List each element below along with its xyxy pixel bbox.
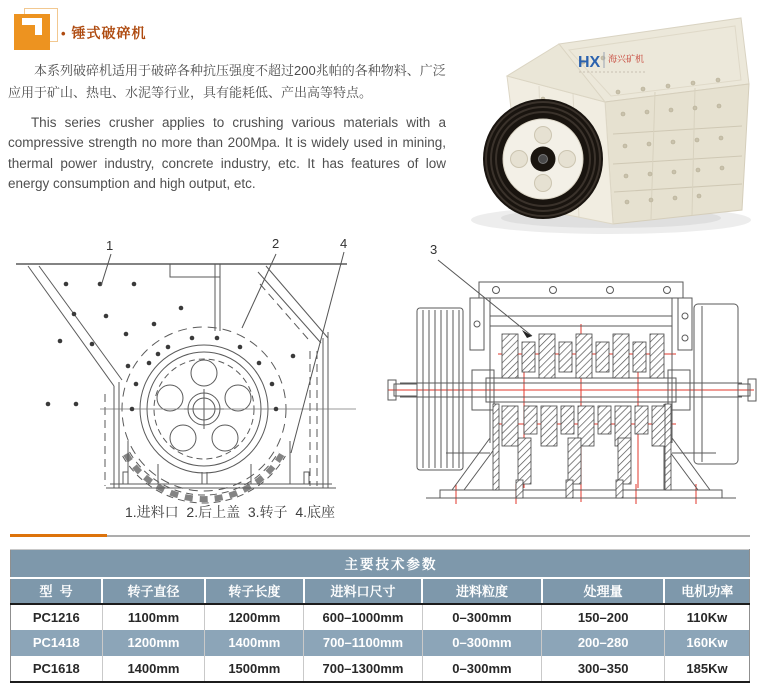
table-header-row: [11, 578, 750, 604]
cell-model: PC1618: [32, 660, 80, 676]
cell-motor-power: 110Kw: [664, 604, 749, 630]
spec-table: [10, 549, 750, 683]
callout-4-label: 4: [340, 236, 348, 251]
column-header-rotor-length: 转子长度: [205, 578, 304, 604]
table-row: [11, 630, 750, 656]
table-title-row: [11, 550, 750, 578]
cell-feed-size: 0–300mm: [422, 656, 542, 682]
callout-1-label: 1: [106, 238, 114, 253]
cell-feed-opening: 600–1000mm: [304, 604, 422, 630]
cell-motor-power: 185Kw: [664, 656, 749, 682]
cell-feed-size: 0–300mm: [422, 604, 542, 630]
column-header-capacity: 处理量: [542, 578, 665, 604]
column-header-rotor-diameter: 转子直径: [102, 578, 205, 604]
cell-capacity: 300–350: [542, 656, 665, 682]
column-header-feed-size: 进料粒度: [422, 578, 542, 604]
page-title: [61, 23, 147, 43]
cell-rotor-length: 1400mm: [205, 630, 304, 656]
diagram-caption: 1.进料口 2.后上盖 3.转子 4.底座: [124, 504, 336, 520]
left-technical-drawing: [8, 236, 360, 504]
cell-model: PC1418: [11, 630, 103, 656]
column-header-model: 型 号: [11, 578, 103, 604]
hx-logo-cn-text: 海兴矿机: [608, 54, 645, 64]
cell-rotor-length: 1500mm: [205, 656, 304, 682]
cell-capacity: 150–200: [542, 604, 665, 630]
hx-logo-text: HX: [578, 54, 601, 71]
cell-rotor-diameter: 1200mm: [102, 630, 205, 656]
cell-feed-opening: 700–1100mm: [304, 630, 422, 656]
divider-orange-segment: [10, 534, 107, 537]
cell-rotor-diameter: 1100mm: [102, 604, 205, 630]
table-row: [11, 656, 750, 682]
cell-model: PC1216: [32, 609, 80, 625]
cell-capacity: 200–280: [542, 630, 665, 656]
cell-motor-power: 160Kw: [664, 630, 749, 656]
column-header-motor-power: 电机功率: [664, 578, 749, 604]
callout-2-label: 2: [272, 236, 280, 251]
product-photo: [443, 4, 759, 242]
table-row: [11, 604, 750, 630]
cell-feed-size: 0–300mm: [422, 630, 542, 656]
description-chinese: 本系列破碎机适用于破碎各种抗压强度不超过200兆帕的各种物料、广泛应用于矿山、热电、水泥等行业，具有能耗低、产出高等特点。: [8, 63, 446, 101]
pulley-wheel: [483, 99, 603, 219]
page-title-text: 锤式破碎机: [71, 25, 147, 41]
column-header-feed-opening: 进料口尺寸: [304, 578, 422, 604]
bullet-icon: •: [61, 26, 67, 41]
divider-gray-segment: [107, 535, 750, 537]
callout-3-label: 3: [430, 242, 438, 257]
right-technical-drawing: [386, 238, 758, 506]
description-english: This series crusher applies to crushing various materials with a compressive strength no more than 200Mpa. It is widely used in mining, thermal power industry, concrete industry, etc. It has features of low energy consumption and high output, etc.: [8, 115, 446, 191]
cell-rotor-length: 1200mm: [205, 604, 304, 630]
section-divider: [10, 534, 750, 537]
cell-rotor-diameter: 1400mm: [102, 656, 205, 682]
table-title: 主要技术参数: [11, 550, 750, 578]
brand-corner-icon: [14, 8, 62, 52]
cell-feed-opening: 700–1300mm: [304, 656, 422, 682]
